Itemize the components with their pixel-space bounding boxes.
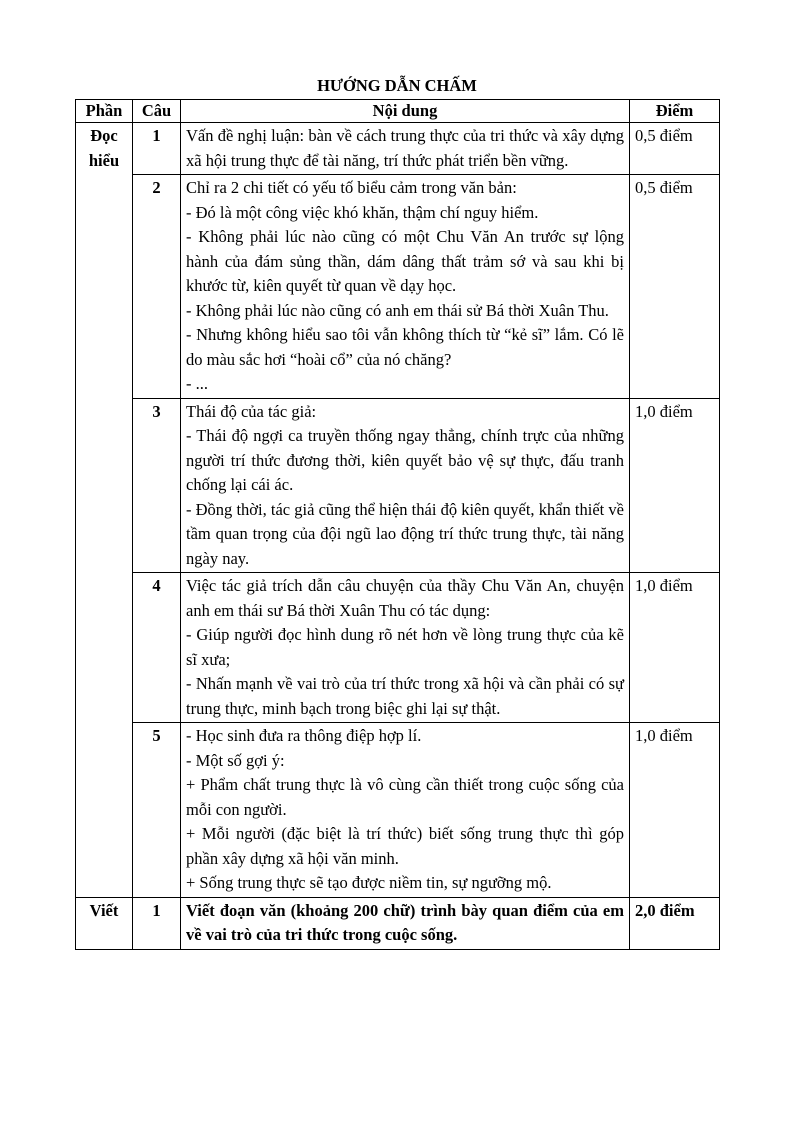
question-number: 1 [133,123,181,175]
score: 1,0 điểm [630,723,720,898]
question-content [181,175,630,399]
content-line: + Sống trung thực sẽ tạo được niềm tin, sự ngưỡng mộ. [186,873,552,892]
content-line: Vấn đề nghị luận: bàn về cách trung thực của tri thức và xây dựng xã hội trung thực để tài năng, trí thức phát triển bền vững. [186,126,624,170]
content-line: - ... [186,374,208,393]
content-line: Chỉ ra 2 chi tiết có yếu tố biểu cảm trong văn bản: [186,178,517,197]
header-row [76,100,720,123]
content-line: - Không phải lúc nào cũng có anh em thái sử Bá thời Xuân Thu. [186,300,609,320]
grading-table [75,99,720,950]
table-row [76,123,720,175]
table-row [76,573,720,723]
score: 0,5 điểm [630,123,720,175]
score: 0,5 điểm [630,175,720,399]
table-row [76,897,720,949]
question-content [181,723,630,898]
content-line: Thái độ của tác giả: [186,401,317,421]
content-line: - Không phải lúc nào cũng có một Chu Văn An trước sự lộng hành của đám sủng thần, dám dâng thất trảm sớ và sau khi bị khước từ, kiên quyết từ quan về dạy học. [186,227,624,295]
header-noidung: Nội dung [181,100,630,123]
content-line: - Đó là một công việc khó khăn, thậm chí nguy hiểm. [186,202,539,222]
content-line: - Nhấn mạnh về vai trò của trí thức trong xã hội và cần phải có sự trung thực, minh bạch trong biệc ghi lại sự thật. [186,674,624,718]
question-number: 3 [133,398,181,573]
question-number: 4 [133,573,181,723]
question-number: 5 [133,723,181,898]
content-line: - Đồng thời, tác giả cũng thể hiện thái độ kiên quyết, khẩn thiết về tầm quan trọng của đội ngũ lao động trí thức trung thực, tài năng ngày nay. [186,499,624,568]
question-content [181,123,630,175]
question-number: 1 [133,897,181,949]
content-line: + Phẩm chất trung thực là vô cùng cần thiết trong cuộc sống của mỗi con người. [186,775,624,819]
content-line: - Thái độ ngợi ca truyền thống ngay thẳng, chính trực của những người trí thức đương thời, kiên quyết bảo vệ sự thực, đấu tranh chống lại cái ác. [186,426,624,494]
content-line: - Học sinh đưa ra thông điệp hợp lí. [186,726,422,745]
score: 2,0 điểm [630,897,720,949]
header-diem: Điểm [630,100,720,123]
section-name: Viết [76,897,133,949]
question-content [181,897,630,949]
header-cau: Câu [133,100,181,123]
header-phan: Phần [76,100,133,123]
section-name: Đọc hiểu [76,123,133,898]
table-body [76,123,720,950]
content-line: - Nhưng không hiểu sao tôi vẫn không thích từ “kẻ sĩ” lắm. Có lẽ do màu sắc hơi “hoài cổ” của nó chăng? [186,325,624,369]
table-row [76,398,720,573]
question-content [181,573,630,723]
score: 1,0 điểm [630,398,720,573]
page-title: HƯỚNG DẪN CHẤM [317,76,477,95]
question-number: 2 [133,175,181,399]
table-row [76,723,720,898]
content-line: Viết đoạn văn (khoảng 200 chữ) trình bày quan điểm của em về vai trò của tri thức trong cuộc sống. [186,900,624,944]
content-line: + Mỗi người (đặc biệt là trí thức) biết sống trung thực thì góp phần xây dựng xã hội văn minh. [186,824,624,868]
content-line: - Một số gợi ý: [186,750,285,770]
score: 1,0 điểm [630,573,720,723]
content-line: Việc tác giả trích dẫn câu chuyện của thầy Chu Văn An, chuyện anh em thái sư Bá thời Xuân Thu có tác dụng: [186,576,624,620]
table-row [76,175,720,399]
question-content [181,398,630,573]
content-line: - Giúp người đọc hình dung rõ nét hơn về lòng trung thực của kẽ sĩ xưa; [186,625,624,669]
